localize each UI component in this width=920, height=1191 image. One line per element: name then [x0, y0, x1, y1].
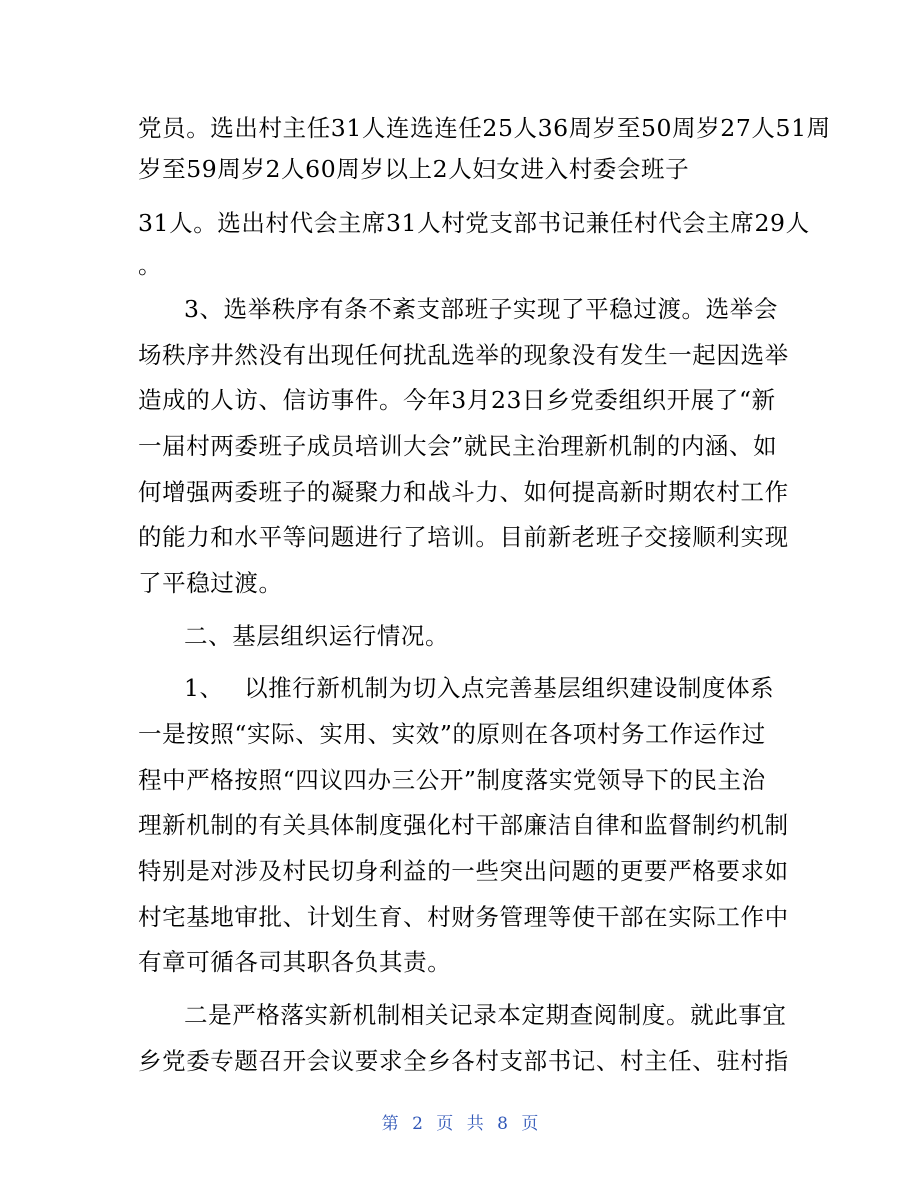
body-line-11: 了平稳过渡。	[138, 569, 283, 597]
footer-total-prefix: 共	[466, 1114, 484, 1134]
body-line-6: 场秩序井然没有出现任何扰乱选举的现象没有发生一起因选举	[138, 341, 789, 369]
body-line-19: 有章可循各司其职各负其责。	[138, 948, 452, 976]
body-line-17: 特别是对涉及村民切身利益的一些突出问题的更要严格要求如	[138, 857, 789, 885]
body-line-16: 理新机制的有关具体制度强化村干部廉洁自律和监督制约机制	[138, 811, 789, 839]
footer-total-label: 页	[521, 1114, 539, 1134]
body-line-3: 31人。选出村代会主席31人村党支部书记兼任村代会主席29人	[138, 209, 810, 237]
body-line-15: 程中严格按照“四议四办三公开”制度落实党领导下的民主治	[138, 766, 766, 794]
footer-page-label: 页	[436, 1114, 454, 1134]
body-line-14: 一是按照“实际、实用、实效”的原则在各项村务工作运作过	[138, 720, 766, 748]
body-line-21: 乡党委专题召开会议要求全乡各村支部书记、村主任、驻村指	[138, 1047, 789, 1075]
body-line-7: 造成的人访、信访事件。今年3月23日乡党委组织开展了“新	[138, 386, 776, 414]
body-line-1: 党员。选出村主任31人连选连任25人36周岁至50周岁27人51周	[138, 114, 831, 142]
section-heading: 二、基层组织运行情况。	[184, 622, 450, 650]
body-line-8: 一届村两委班子成员培训大会”就民主治理新机制的内涵、如	[138, 432, 778, 460]
page-footer	[0, 1112, 920, 1136]
body-line-20: 二是严格落实新机制相关记录本定期查阅制度。就此事宜	[184, 1001, 787, 1029]
footer-total-pages: 8	[497, 1114, 508, 1134]
footer-current-page: 2	[412, 1114, 423, 1134]
body-line-13: 1、 以推行新机制为切入点完善基层组织建设制度体系	[184, 674, 775, 702]
body-line-4: 。	[138, 251, 163, 279]
footer-prefix: 第	[381, 1114, 399, 1134]
body-line-18: 村宅基地审批、计划生育、村财务管理等使干部在实际工作中	[138, 903, 789, 931]
body-line-10: 的能力和水平等问题进行了培训。目前新老班子交接顺利实现	[138, 523, 789, 551]
body-line-5: 3、选举秩序有条不紊支部班子实现了平稳过渡。选举会	[184, 295, 778, 323]
body-line-9: 何增强两委班子的凝聚力和战斗力、如何提高新时期农村工作	[138, 478, 789, 506]
body-line-2: 岁至59周岁2人60周岁以上2人妇女进入村委会班子	[138, 155, 690, 183]
